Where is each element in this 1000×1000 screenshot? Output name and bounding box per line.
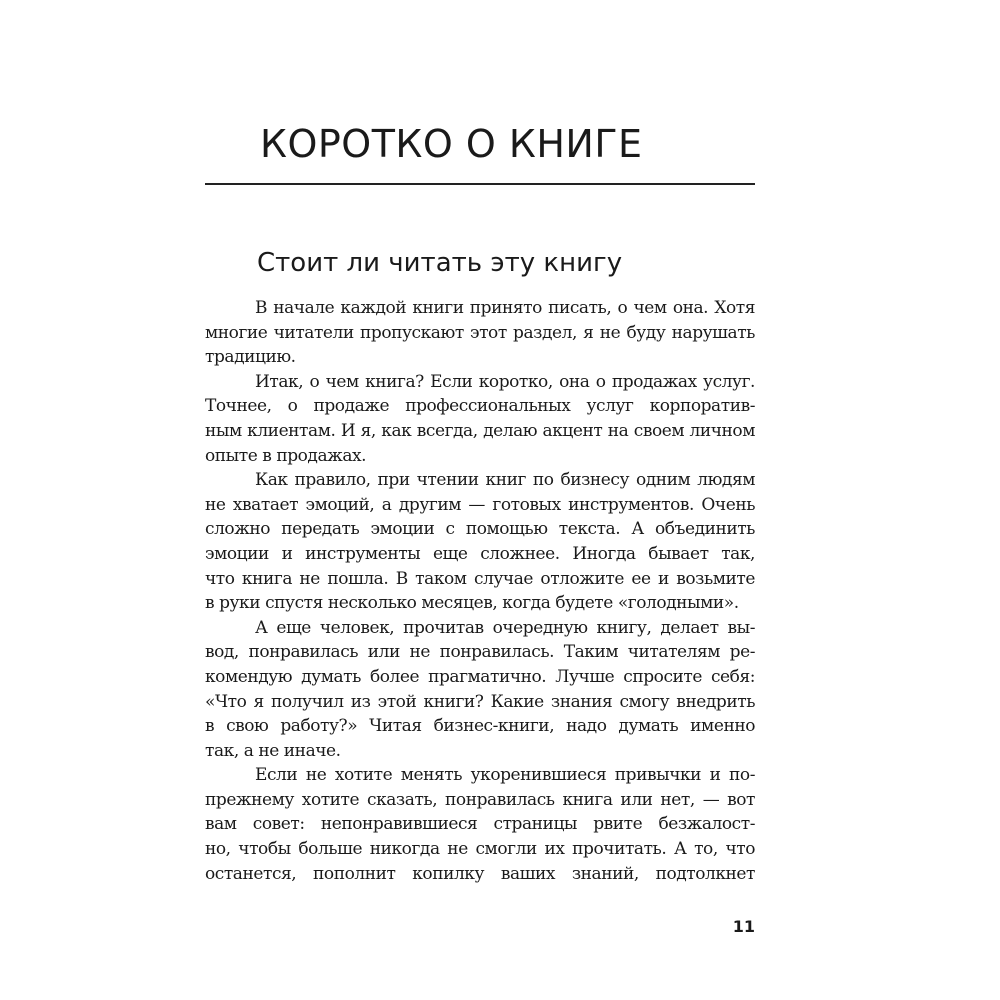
text-line: так, а не иначе.: [205, 740, 341, 761]
text-line: останется, пополнит копилку ваших знаний, подтолкнет: [205, 863, 755, 884]
text-line: Точнее, о продаже профессиональных услуг корпоратив-: [205, 396, 755, 417]
body-text: [205, 296, 755, 886]
text-line: Итак, о чем книга? Если коротко, она о продажах услуг.: [255, 371, 755, 392]
text-line: но, чтобы больше никогда не смогли их прочитать. А то, что: [205, 839, 755, 860]
chapter-divider: [205, 183, 755, 185]
section-title: Стоит ли читать эту книгу: [257, 248, 623, 278]
text-line: в руки спустя несколько месяцев, когда будете «голодными».: [205, 593, 739, 614]
text-line: традицию.: [205, 347, 296, 368]
text-line: опыте в продажах.: [205, 445, 367, 466]
text-line: Как правило, при чтении книг по бизнесу одним людям: [255, 470, 755, 491]
text-line: ным клиентам. И я, как всегда, делаю акцент на своем личном: [205, 420, 755, 441]
text-line: В начале каждой книги принято писать, о чем она. Хотя: [255, 298, 755, 318]
text-line: в свою работу?» Читая бизнес-книги, надо думать именно: [205, 716, 755, 737]
text-line: что книга не пошла. В таком случае отложите ее и возьмите: [205, 568, 755, 589]
text-line: вод, понравилась или не понравилась. Таким читателям ре-: [205, 642, 755, 663]
text-line: Если не хотите менять укоренившиеся привычки и по-: [255, 765, 755, 786]
text-line: вам совет: непонравившиеся страницы рвите безжалост-: [205, 814, 755, 835]
text-line: сложно передать эмоции с помощью текста. А объединить: [205, 519, 755, 540]
text-line: многие читатели пропускают этот раздел, я не буду нарушать: [205, 322, 755, 343]
text-line: прежнему хотите сказать, понравилась книга или нет, — вот: [205, 789, 755, 810]
text-line: комендую думать более прагматично. Лучше спросите себя:: [205, 666, 755, 687]
page-number: 11: [732, 917, 755, 936]
text-line: А еще человек, прочитав очередную книгу, делает вы-: [255, 617, 755, 638]
text-line: эмоции и инструменты еще сложнее. Иногда бывает так,: [205, 543, 755, 564]
text-line: не хватает эмоций, а другим — готовых инструментов. Очень: [205, 494, 755, 515]
chapter-title: КОРОТКО О КНИГЕ: [260, 122, 643, 166]
text-line: «Что я получил из этой книги? Какие знания смогу внедрить: [205, 691, 755, 712]
